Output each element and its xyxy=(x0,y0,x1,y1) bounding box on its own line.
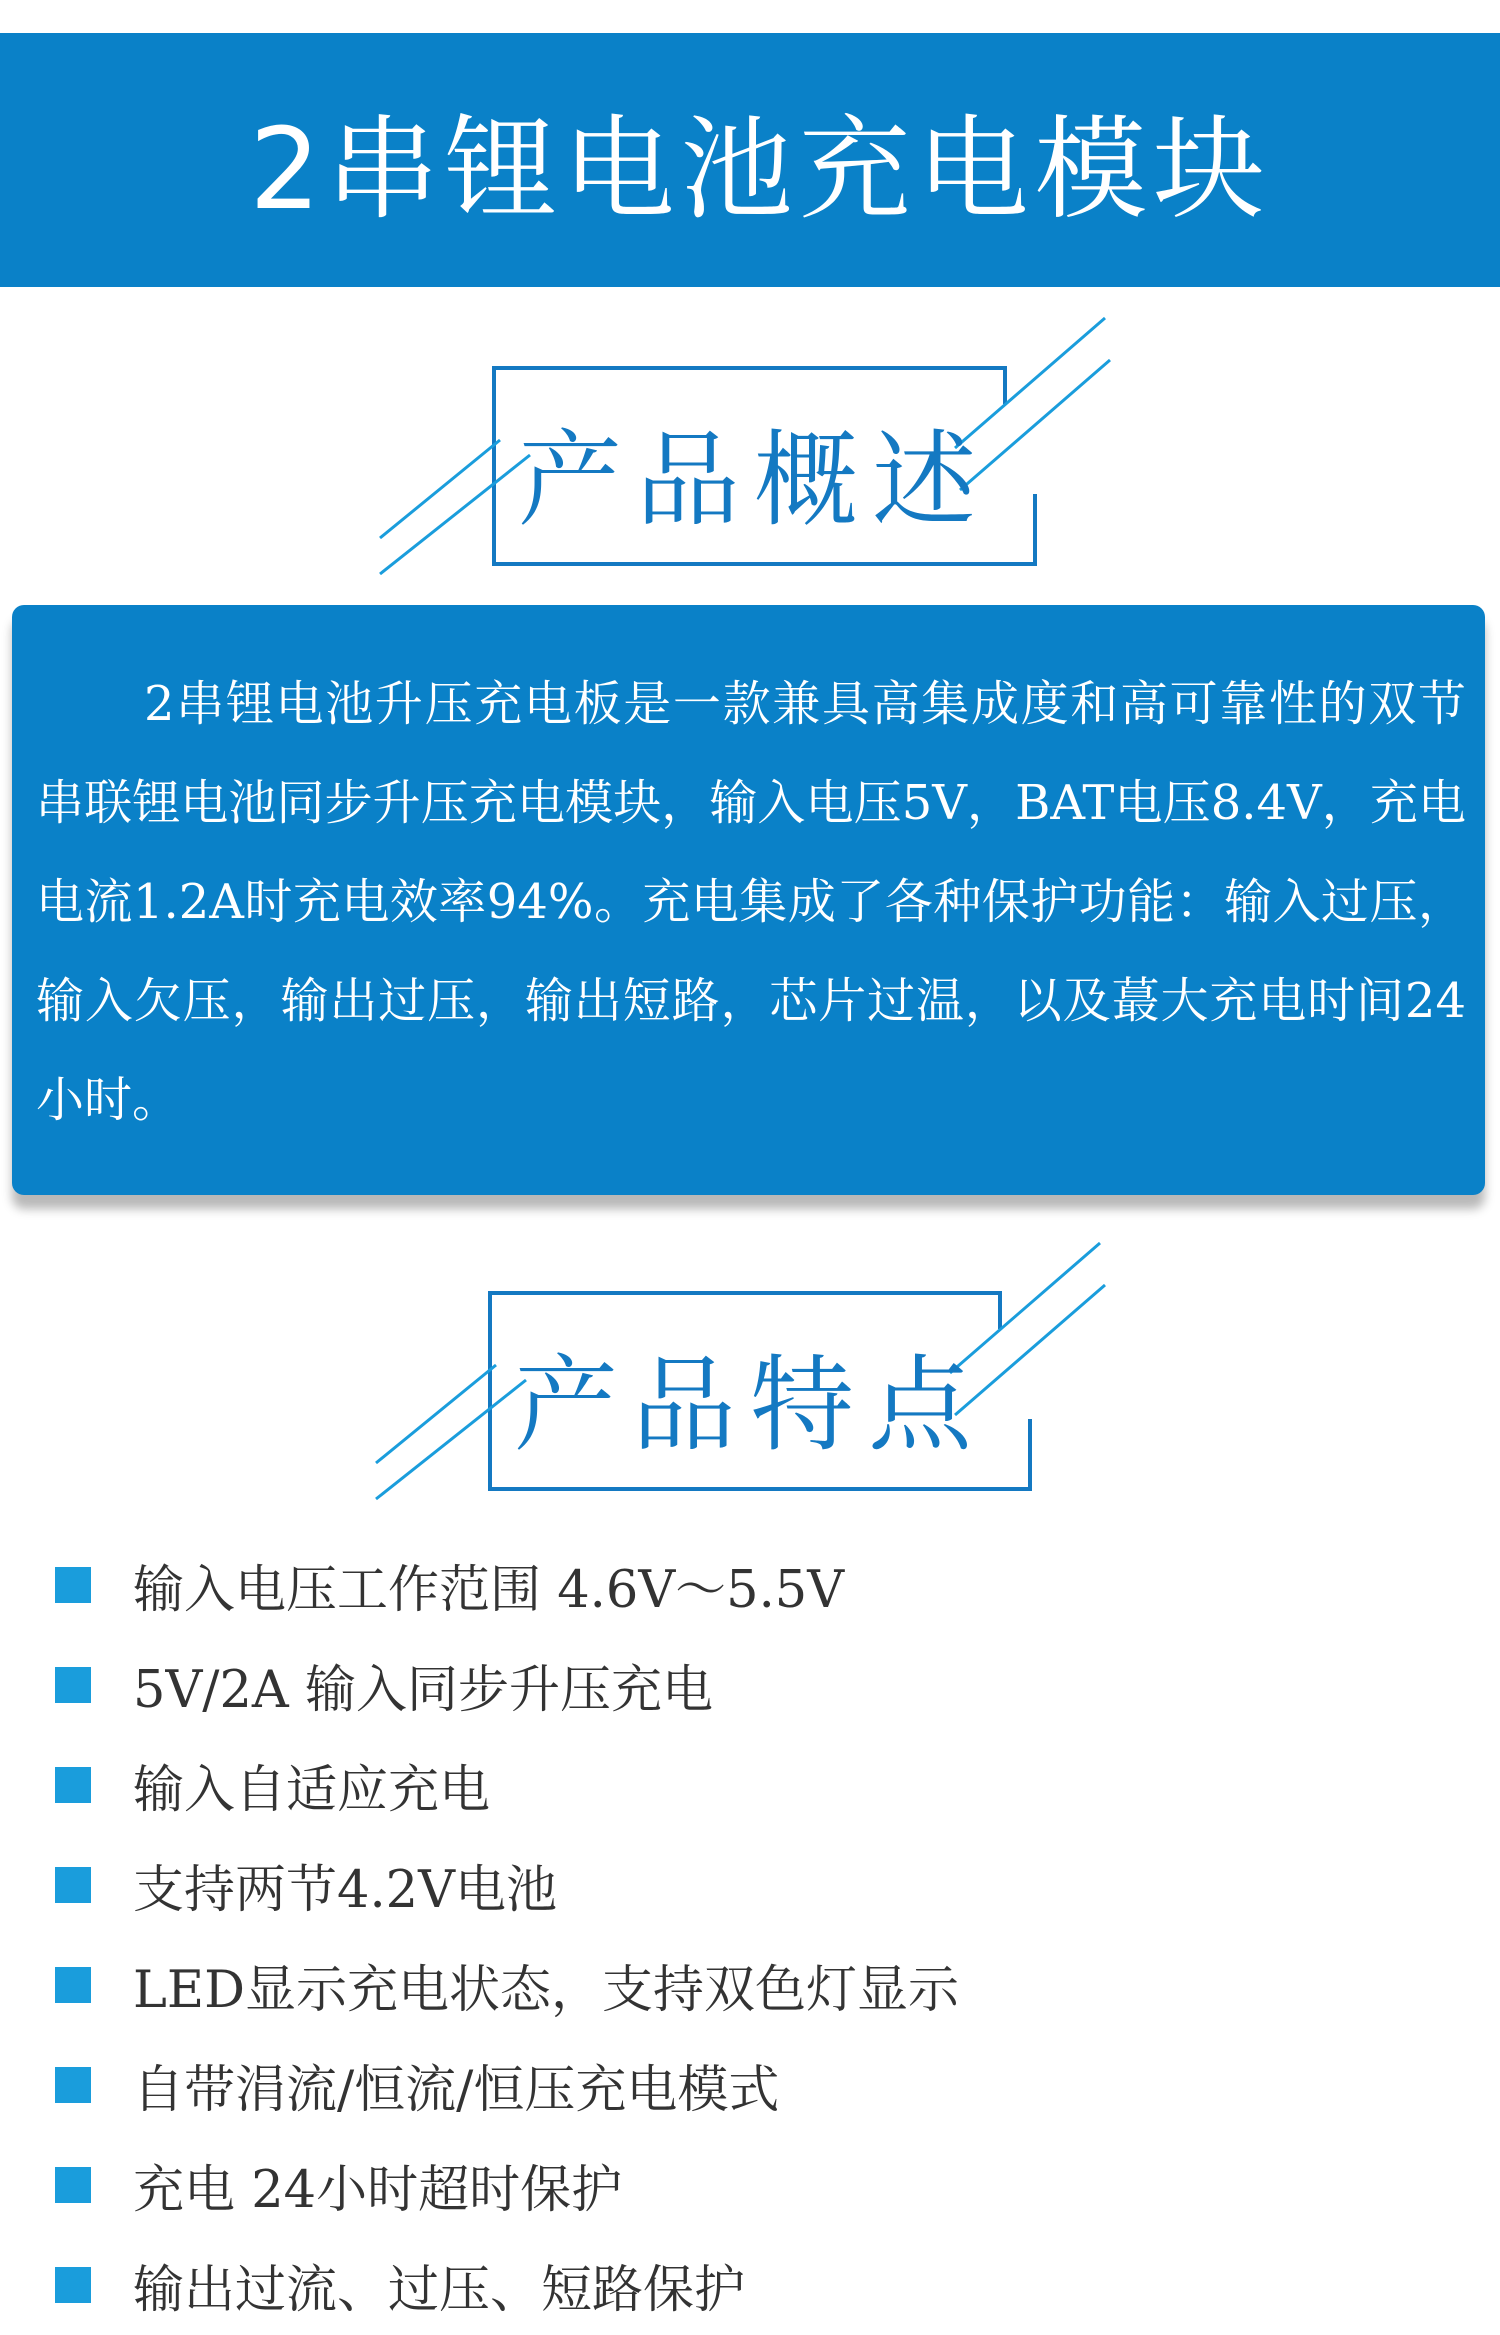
features-heading xyxy=(0,1225,1500,1505)
feature-text: 输出过流、过压、短路保护 xyxy=(133,2261,746,2320)
list-item xyxy=(55,2035,1455,2135)
square-bullet-icon xyxy=(55,2067,91,2103)
feature-text: 充电 24小时超时保护 xyxy=(133,2161,623,2220)
square-bullet-icon xyxy=(55,2167,91,2203)
square-bullet-icon xyxy=(55,1867,91,1903)
square-bullet-icon xyxy=(55,1767,91,1803)
title-banner xyxy=(0,33,1500,287)
list-item xyxy=(55,1535,1455,1635)
list-item xyxy=(55,1835,1455,1935)
square-bullet-icon xyxy=(55,1567,91,1603)
feature-list xyxy=(55,1535,1455,2335)
square-bullet-icon xyxy=(55,1667,91,1703)
feature-text: 5V/2A 输入同步升压充电 xyxy=(133,1661,713,1720)
square-bullet-icon xyxy=(55,1967,91,2003)
square-bullet-icon xyxy=(55,2267,91,2303)
intro-panel xyxy=(12,605,1485,1195)
features-heading-text: 产品特点 xyxy=(514,1344,987,1466)
list-item xyxy=(55,1735,1455,1835)
overview-heading-text: 产品概述 xyxy=(518,419,991,541)
overview-heading xyxy=(0,300,1500,580)
list-item xyxy=(55,2235,1455,2335)
list-item xyxy=(55,2135,1455,2235)
feature-text: LED显示充电状态，支持双色灯显示 xyxy=(133,1961,959,2020)
feature-text: 自带涓流/恒流/恒压充电模式 xyxy=(133,2061,780,2120)
feature-text: 支持两节4.2V电池 xyxy=(133,1861,557,1920)
page-title: 2串锂电池充电模块 xyxy=(249,104,1271,235)
list-item xyxy=(55,1935,1455,2035)
intro-paragraph: 2串锂电池升压充电板是一款兼具高集成度和高可靠性的双节串联锂电池同步升压充电模块，输入电压5V，BAT电压8.4V，充电电流1.2A时充电效率94%。充电集成了各种保护功能：输入过压，输入欠压，输出过压，输出短路，芯片过温，以及蕞大充电时间24小时。 xyxy=(36,676,1466,1128)
feature-text: 输入电压工作范围 4.6V～5.5V xyxy=(133,1561,845,1620)
feature-text: 输入自适应充电 xyxy=(133,1761,491,1820)
list-item xyxy=(55,1635,1455,1735)
